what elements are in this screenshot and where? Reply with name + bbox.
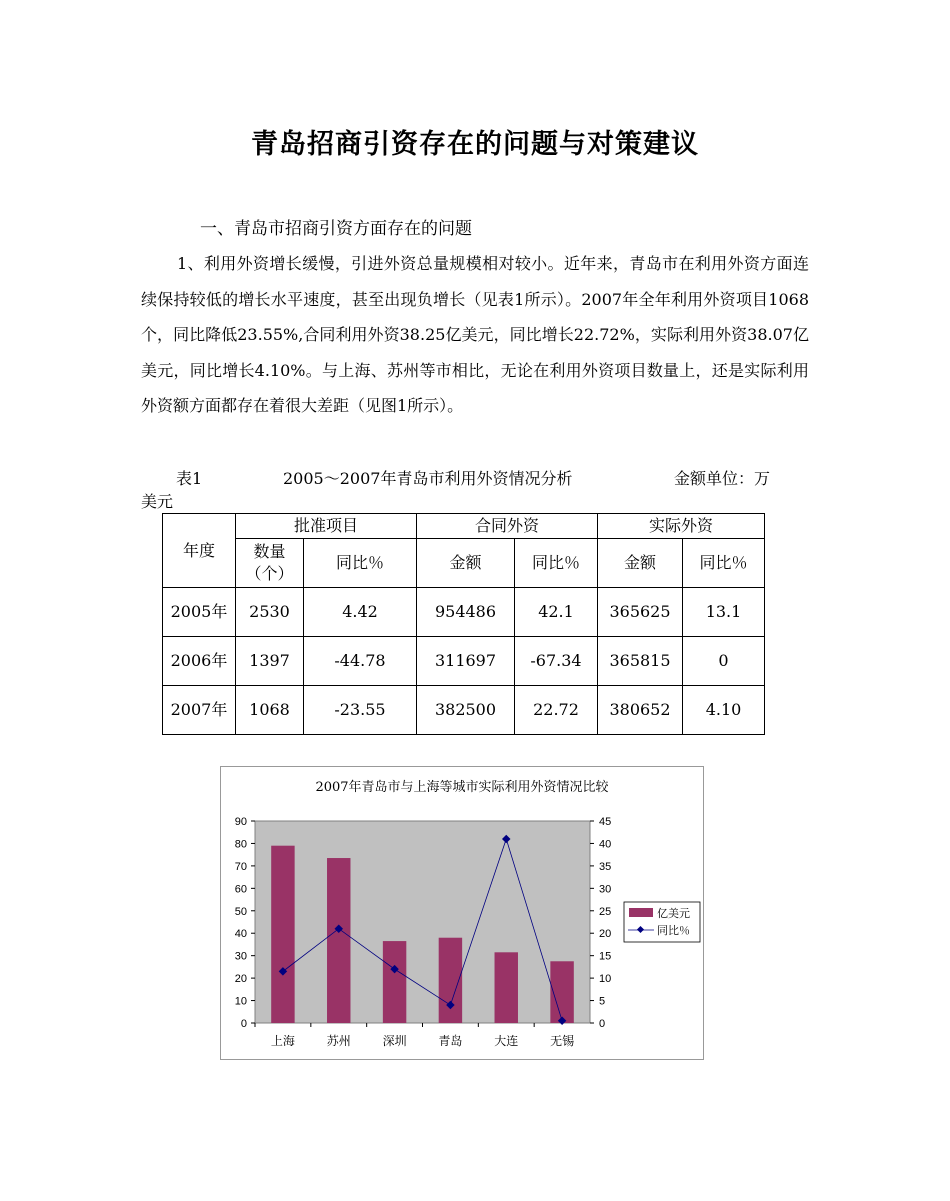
- table-row: [163, 637, 765, 686]
- table-cell: 311697: [417, 637, 515, 686]
- left-axis-tick-label: 70: [234, 860, 247, 873]
- table-unit: 金额单位：万: [674, 469, 771, 488]
- table-row: [163, 686, 765, 735]
- section-heading: 一、青岛市招商引资方面存在的问题: [200, 219, 472, 239]
- left-axis-tick-label: 20: [234, 973, 247, 986]
- x-axis-tick-label: 青岛: [438, 1034, 463, 1048]
- bar: [327, 858, 350, 1023]
- right-axis-tick-label: 15: [599, 950, 612, 963]
- left-axis-tick-label: 0: [240, 1018, 247, 1030]
- group-header-contract: 合同外资: [417, 514, 598, 539]
- right-axis-tick-label: 45: [599, 816, 612, 828]
- subheader-yoy: 同比％: [304, 539, 417, 588]
- bar: [271, 846, 294, 1023]
- table-cell: -23.55: [304, 686, 417, 735]
- table-cell: 0: [683, 637, 765, 686]
- document-title: 青岛招商引资存在的问题与对策建议: [251, 129, 699, 160]
- right-axis-tick-label: 10: [599, 973, 612, 986]
- table-cell: 22.72: [515, 686, 598, 735]
- table-cell: 365815: [598, 637, 683, 686]
- left-axis-tick-label: 60: [234, 883, 247, 896]
- year-header: 年度: [163, 514, 236, 588]
- subheader-amount: 金额: [598, 539, 683, 588]
- x-axis-tick-label: 上海: [270, 1034, 295, 1048]
- right-axis-tick-label: 25: [599, 905, 612, 918]
- x-axis-tick-label: 深圳: [382, 1034, 407, 1048]
- subheader-yoy: 同比％: [515, 539, 598, 588]
- row-year: 2007年: [163, 686, 236, 735]
- subheader-amount: 金额: [417, 539, 515, 588]
- right-axis-tick-label: 20: [599, 928, 612, 941]
- table-cell: 13.1: [683, 588, 765, 637]
- foreign-investment-table: [162, 513, 765, 735]
- body-paragraph: 1、利用外资增长缓慢，引进外资总量规模相对较小。近年来，青岛市在利用外资方面连续保持较低的增长水平速度，甚至出现负增长（见表1所示）。2007年全年利用外资项目1068个，同比降低23.55%,合同利用外资38.25亿美元，同比增长22.72%，实际利用外资38.07亿美元，同比增长4.10%。与上海、苏州等市相比，无论在利用外资项目数量上，还是实际利用外资额方面都存在着很大差距（见图1所示）。: [141, 254, 809, 415]
- comparison-chart: [220, 766, 704, 1060]
- left-axis-tick-label: 50: [234, 905, 247, 918]
- chart-title: 2007年青岛市与上海等城市实际利用外资情况比较: [315, 780, 609, 795]
- table-cell: 365625: [598, 588, 683, 637]
- table-cell: 42.1: [515, 588, 598, 637]
- legend-label-bar: 亿美元: [657, 907, 690, 920]
- bar: [495, 952, 518, 1023]
- table-cell: 954486: [417, 588, 515, 637]
- bar: [383, 941, 406, 1023]
- table-row: [163, 588, 765, 637]
- table-cell: 382500: [417, 686, 515, 735]
- right-axis-tick-label: 0: [599, 1018, 606, 1030]
- subheader-count: 数量（个）: [236, 539, 304, 588]
- group-header-actual: 实际外资: [598, 514, 765, 539]
- subheader-yoy: 同比％: [683, 539, 765, 588]
- table-cell: 2530: [236, 588, 304, 637]
- plot-area: [255, 821, 590, 1023]
- table-unit-continued: 美元: [141, 492, 174, 511]
- right-axis-tick-label: 40: [599, 838, 612, 851]
- x-axis-tick-label: 苏州: [326, 1034, 351, 1048]
- legend-label-line: 同比％: [657, 924, 690, 937]
- table-cell: 1068: [236, 686, 304, 735]
- legend-swatch-bar: [629, 908, 653, 917]
- right-axis-tick-label: 30: [599, 883, 612, 896]
- table-title: 2005～2007年青岛市利用外资情况分析: [283, 469, 573, 488]
- table-label: 表1: [176, 469, 203, 488]
- table-cell: 4.42: [304, 588, 417, 637]
- chart-svg: [221, 767, 703, 1059]
- table-cell: -44.78: [304, 637, 417, 686]
- group-header-approved: 批准项目: [236, 514, 417, 539]
- left-axis-tick-label: 30: [234, 950, 247, 963]
- right-axis-tick-label: 5: [599, 995, 606, 1008]
- right-axis-tick-label: 35: [599, 860, 612, 873]
- table-cell: 1397: [236, 637, 304, 686]
- x-axis-tick-label: 无锡: [550, 1034, 575, 1048]
- left-axis-tick-label: 40: [234, 928, 247, 941]
- bar: [550, 961, 573, 1023]
- row-year: 2005年: [163, 588, 236, 637]
- table-cell: 4.10: [683, 686, 765, 735]
- left-axis-tick-label: 90: [234, 816, 247, 828]
- table-cell: -67.34: [515, 637, 598, 686]
- table-cell: 380652: [598, 686, 683, 735]
- x-axis-tick-label: 大连: [494, 1034, 519, 1048]
- left-axis-tick-label: 10: [234, 995, 247, 1008]
- row-year: 2006年: [163, 637, 236, 686]
- left-axis-tick-label: 80: [234, 838, 247, 851]
